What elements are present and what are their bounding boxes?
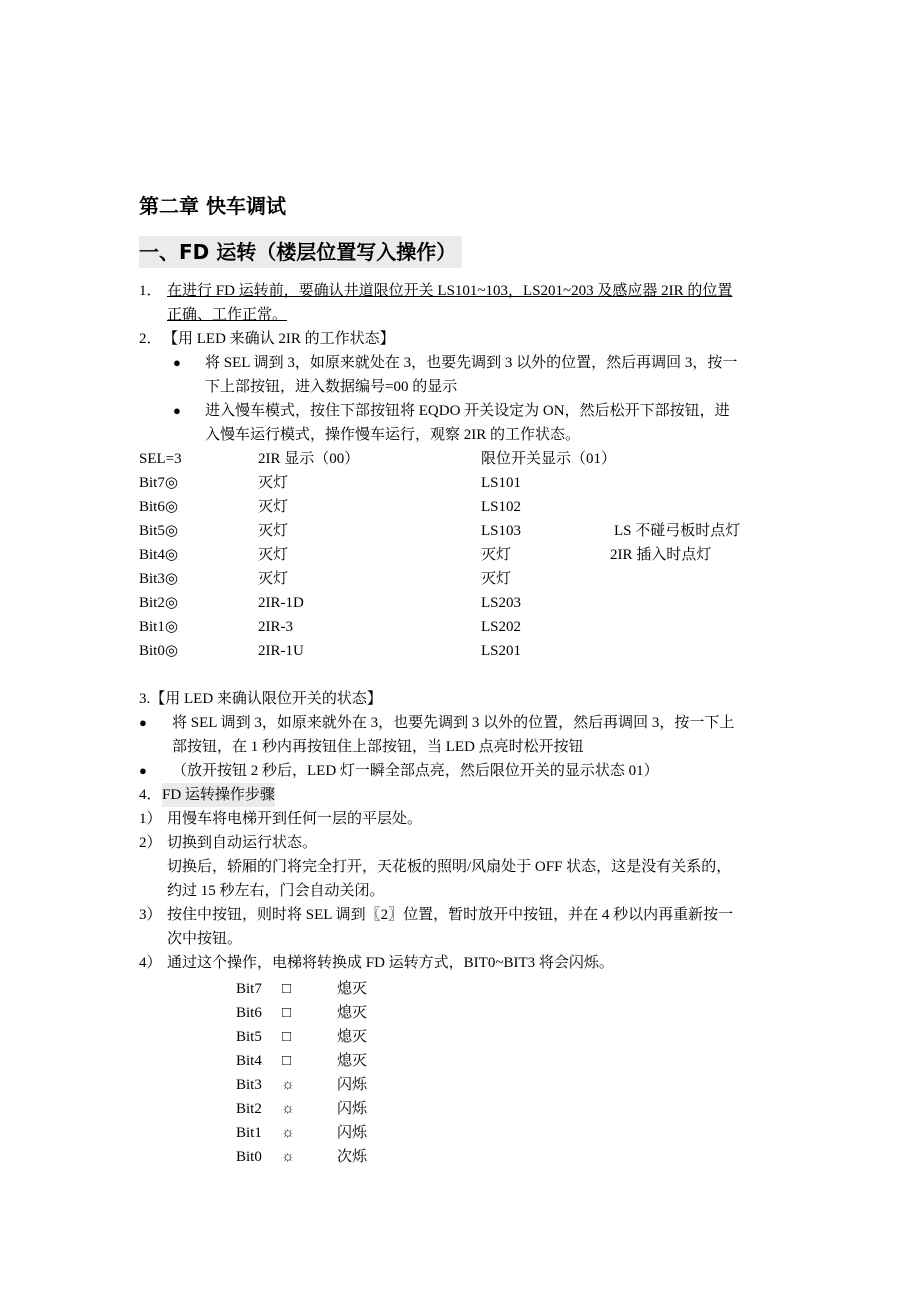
table1-note: LS 不碰弓板时点灯 <box>614 523 741 539</box>
item1-number: 1． <box>139 283 162 299</box>
table1-2ir-state: 2IR-3 <box>258 619 293 635</box>
table1-2ir-state: 灭灯 <box>258 475 289 491</box>
table1-bit: Bit4◎ <box>139 547 178 563</box>
bullet-icon: ● <box>139 763 147 778</box>
square-icon: □ <box>282 1053 292 1069</box>
bullet-icon: ● <box>139 715 147 730</box>
table2-state: 熄灭 <box>337 1029 368 1045</box>
table1-ls-state: LS203 <box>481 595 522 611</box>
step-number: 3） <box>139 907 162 923</box>
table1-ls-state: LS202 <box>481 619 522 635</box>
table1-ls-state: LS103 <box>481 523 522 539</box>
table2-state: 闪烁 <box>337 1101 368 1117</box>
table2-bit: Bit1 <box>236 1125 262 1141</box>
item2-bullet2-line2: 入慢车运行模式，操作慢车运行，观察 2IR 的工作状态。 <box>205 427 581 443</box>
table1-ls-state: LS102 <box>481 499 522 515</box>
table1-2ir-state: 灭灯 <box>258 499 289 515</box>
table2-state: 次烁 <box>337 1149 368 1165</box>
table1-ls-state: LS101 <box>481 475 522 491</box>
item2-bullet1-line1: 将 SEL 调到 3，如原来就处在 3，也要先调到 3 以外的位置，然后再调回 3，按一 <box>205 355 738 371</box>
sun-icon: ☼ <box>281 1125 295 1141</box>
table2-bit: Bit2 <box>236 1101 262 1117</box>
table1-ls-state: 灭灯 <box>481 547 512 563</box>
table1-bit: Bit1◎ <box>139 619 178 635</box>
table1-bit: Bit3◎ <box>139 571 178 587</box>
square-icon: □ <box>282 1029 292 1045</box>
table1-bit: Bit0◎ <box>139 643 178 659</box>
table1-bit: Bit2◎ <box>139 595 178 611</box>
bullet-icon: ● <box>173 403 181 418</box>
step-number: 2） <box>139 835 162 851</box>
step-text: 切换后，轿厢的门将完全打开，天花板的照明/风扇处于 OFF 状态，这是没有关系的， <box>167 859 732 875</box>
table2-bit: Bit7 <box>236 981 262 997</box>
step-number: 4） <box>139 955 162 971</box>
step-text: 通过这个操作，电梯将转换成 FD 运转方式，BIT0~BIT3 将会闪烁。 <box>167 955 614 971</box>
table2-bit: Bit4 <box>236 1053 262 1069</box>
item2-bullet2-line1: 进入慢车模式，按住下部按钮将 EQDO 开关设定为 ON，然后松开下部按钮，进 <box>205 403 730 419</box>
table1-2ir-state: 灭灯 <box>258 571 289 587</box>
item3-bullet1-line1: 将 SEL 调到 3，如原来就外在 3，也要先调到 3 以外的位置，然后再调回 3，按一下上 <box>172 715 735 731</box>
table2-state: 熄灭 <box>337 981 368 997</box>
section-title: 一、FD 运转（楼层位置写入操作） <box>139 236 462 268</box>
item3-bullet2: （放开按钮 2 秒后，LED 灯一瞬全部点亮，然后限位开关的显示状态 01） <box>172 763 659 779</box>
table1-ls-state: LS201 <box>481 643 522 659</box>
item4-number: 4． <box>139 787 162 803</box>
table1-note: 2IR 插入时点灯 <box>610 547 712 563</box>
chapter-title: 第二章 快车调试 <box>139 194 286 218</box>
table1-bit: Bit5◎ <box>139 523 178 539</box>
bullet-icon: ● <box>173 355 181 370</box>
square-icon: □ <box>282 1005 292 1021</box>
table2-state: 熄灭 <box>337 1005 368 1021</box>
item3-bullet1-line2: 部按钮，在 1 秒内再按钮住上部按钮，当 LED 点亮时松开按钮 <box>172 739 584 755</box>
item2-bullet1-line2: 下上部按钮，进入数据编号=00 的显示 <box>205 379 458 395</box>
table2-bit: Bit0 <box>236 1149 262 1165</box>
item1-line2: 正确、工作正常。 <box>167 307 288 323</box>
step-number: 1） <box>139 811 162 827</box>
step-text: 次中按钮。 <box>167 931 243 947</box>
step-text: 用慢车将电梯开到任何一层的平层处。 <box>167 811 423 827</box>
sun-icon: ☼ <box>281 1149 295 1165</box>
step-text: 约过 15 秒左右，门会自动关闭。 <box>167 883 385 899</box>
table1-bit: Bit7◎ <box>139 475 178 491</box>
table2-state: 闪烁 <box>337 1125 368 1141</box>
table1-ls-state: 灭灯 <box>481 571 512 587</box>
sun-icon: ☼ <box>281 1077 295 1093</box>
table2-state: 闪烁 <box>337 1077 368 1093</box>
table2-bit: Bit5 <box>236 1029 262 1045</box>
table2-bit: Bit3 <box>236 1077 262 1093</box>
table1-2ir-state: 2IR-1D <box>258 595 304 611</box>
table1-2ir-state: 灭灯 <box>258 523 289 539</box>
step-text: 切换到自动运行状态。 <box>167 835 318 851</box>
table1-2ir-state: 灭灯 <box>258 547 289 563</box>
table2-state: 熄灭 <box>337 1053 368 1069</box>
table1-2ir-state: 2IR-1U <box>258 643 304 659</box>
step-text: 按住中按钮，则时将 SEL 调到〖2〗位置，暂时放开中按钮，并在 4 秒以内再重新按一 <box>167 907 734 923</box>
item2-number: 2． <box>139 331 162 347</box>
square-icon: □ <box>282 981 292 997</box>
item2-title: 【用 LED 来确认 2IR 的工作状态】 <box>163 331 395 347</box>
table1-header-2ir: 2IR 显示（00） <box>258 451 360 467</box>
table1-header-ls: 限位开关显示（01） <box>481 451 617 467</box>
table2-bit: Bit6 <box>236 1005 262 1021</box>
table1-header-sel: SEL=3 <box>139 451 182 467</box>
item1-line1: 在进行 FD 运转前，要确认井道限位开关 LS101~103，LS201~203 及感应器 2IR 的位置 <box>167 283 733 299</box>
table1-bit: Bit6◎ <box>139 499 178 515</box>
item3-title: 3.【用 LED 来确认限位开关的状态】 <box>139 691 382 707</box>
sun-icon: ☼ <box>281 1101 295 1117</box>
item4-title: FD 运转操作步骤 <box>162 783 275 807</box>
